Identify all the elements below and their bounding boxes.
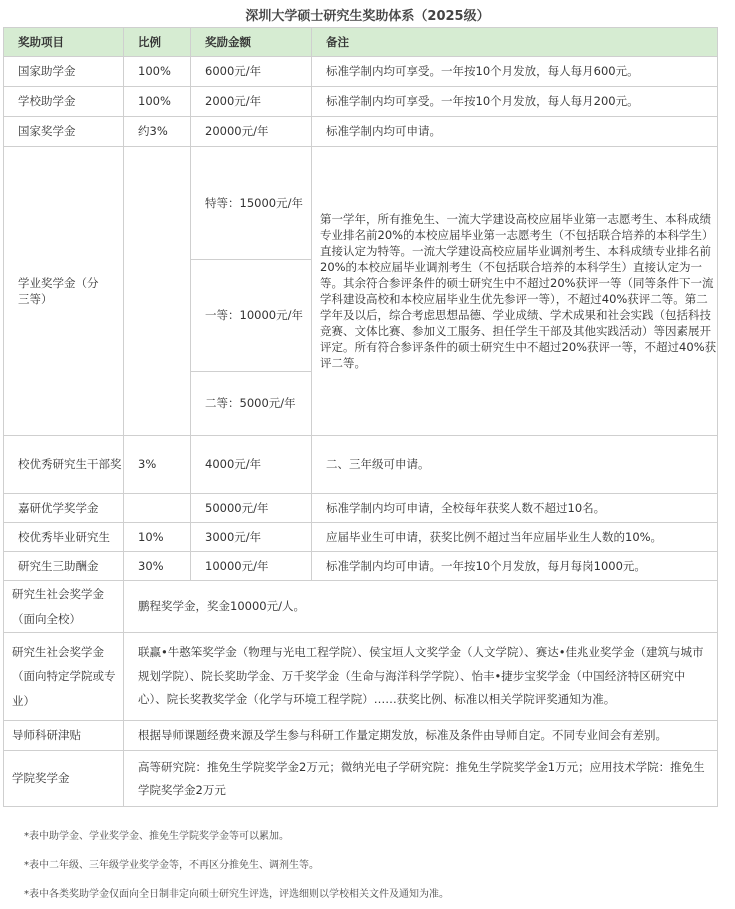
- academic-ratio: [124, 147, 191, 436]
- header-note: 备注: [312, 28, 718, 57]
- header-amount: 奖励金额: [191, 28, 312, 57]
- row-name: 国家助学金: [4, 57, 124, 87]
- row-ratio: 100%: [124, 87, 191, 117]
- table-row: [4, 436, 718, 494]
- row-ratio: 3%: [124, 436, 191, 494]
- row-ratio: 10%: [124, 523, 191, 552]
- row-name: 校优秀研究生干部奖: [4, 436, 124, 494]
- row-amount: 6000元/年: [191, 57, 312, 87]
- row-note: 标准学制内均可申请。一年按10个月发放，每月每岗1000元。: [312, 552, 718, 581]
- table-row: [4, 117, 718, 147]
- footnotes: [24, 822, 724, 909]
- row-ratio: 100%: [124, 57, 191, 87]
- wide-note: 联赢•牛憨笨奖学金（物理与光电工程学院）、侯宝垣人文奖学金（人文学院）、赛达•佳兆业奖学金（建筑与城市规划学院）、院长奖助学金、万千奖学金（生命与海洋科学学院）、怡丰•捷步宝奖学金（中国经济特区研究中心）、院长奖教奖学金（化学与环境工程学院）……获奖比例、标准以相关学院评奖通知为准。: [124, 633, 718, 721]
- header-ratio: 比例: [124, 28, 191, 57]
- wide-name: 研究生社会奖学金（面向全校）: [4, 581, 124, 633]
- footnote: *表中二年级、三年级学业奖学金等，不再区分推免生、调剂生等。: [24, 860, 319, 871]
- academic-note: 第一学年，所有推免生、一流大学建设高校应届毕业第一志愿考生、本科成绩专业排名前20%的本校应届毕业第一志愿考生（不包括联合培养的本科学生）直接认定为特等。一流大学建设高校应届毕业调剂考生、本科成绩专业排名前20%的本校应届毕业调剂考生（不包括联合培养的本科学生）直接认定为一等。其余符合参评条件的硕士研究生中不超过20%获评一等（同等条件下一流学科建设高校和本校应届毕业生优先参评一等），不超过40%获评二等。第二学年及以后，综合考虑思想品德、学业成绩、学术成果和社会实践（包括科技竞赛、文体比赛、参加义工服务、担任学生干部及其他实践活动）等因素展开评定。所有符合参评条件的硕士研究生中不超过20%获评一等，不超过40%获评二等。: [312, 147, 718, 436]
- row-note: 标准学制内均可享受。一年按10个月发放，每人每月600元。: [312, 57, 718, 87]
- table-row-wide: [4, 633, 718, 721]
- row-amount: 50000元/年: [191, 494, 312, 523]
- table-row: [4, 57, 718, 87]
- row-name: 校优秀毕业研究生: [4, 523, 124, 552]
- row-note: 二、三年级可申请。: [312, 436, 718, 494]
- academic-name: 学业奖学金（分三等）: [4, 147, 124, 436]
- footnote: *表中助学金、学业奖学金、推免生学院奖学金等可以累加。: [24, 831, 289, 842]
- row-note: 标准学制内均可申请，全校每年获奖人数不超过10名。: [312, 494, 718, 523]
- academic-tier-first: 一等：10000元/年: [191, 260, 312, 372]
- wide-note: 高等研究院：推免生学院奖学金2万元；微纳光电子学研究院：推免生学院奖学金1万元；应用技术学院：推免生学院奖学金2万元: [124, 751, 718, 807]
- row-ratio: 30%: [124, 552, 191, 581]
- footnote: *表中各类奖助学金仅面向全日制非定向硕士研究生评选，评选细则以学校相关文件及通知为准。: [24, 889, 449, 900]
- table-row: [4, 552, 718, 581]
- scholarship-table: [3, 27, 718, 807]
- wide-name: 导师科研津贴: [4, 721, 124, 751]
- wide-note: 鹏程奖学金，奖金10000元/人。: [124, 581, 718, 633]
- academic-tier-special: 特等：15000元/年: [191, 147, 312, 260]
- header-item: 奖助项目: [4, 28, 124, 57]
- academic-tier-second: 二等：5000元/年: [191, 372, 312, 436]
- row-amount: 3000元/年: [191, 523, 312, 552]
- row-ratio: [124, 494, 191, 523]
- wide-note: 根据导师课题经费来源及学生参与科研工作量定期发放，标准及条件由导师自定。不同专业间会有差别。: [124, 721, 718, 751]
- row-name: 国家奖学金: [4, 117, 124, 147]
- table-row: [4, 87, 718, 117]
- wide-name: 研究生社会奖学金（面向特定学院或专业）: [4, 633, 124, 721]
- table-row-academic: [4, 147, 718, 260]
- row-amount: 20000元/年: [191, 117, 312, 147]
- row-amount: 2000元/年: [191, 87, 312, 117]
- row-amount: 10000元/年: [191, 552, 312, 581]
- row-ratio: 约3%: [124, 117, 191, 147]
- table-row-wide: [4, 751, 718, 807]
- row-name: 学校助学金: [4, 87, 124, 117]
- row-note: 应届毕业生可申请，获奖比例不超过当年应届毕业生人数的10%。: [312, 523, 718, 552]
- row-name: 嘉研优学奖学金: [4, 494, 124, 523]
- table-row-wide: [4, 721, 718, 751]
- row-name: 研究生三助酬金: [4, 552, 124, 581]
- row-note: 标准学制内均可申请。: [312, 117, 718, 147]
- page-title: 深圳大学硕士研究生奖助体系（2025级）: [245, 9, 490, 24]
- table-header-row: [4, 28, 718, 57]
- row-amount: 4000元/年: [191, 436, 312, 494]
- table-row-wide: [4, 581, 718, 633]
- wide-name: 学院奖学金: [4, 751, 124, 807]
- table-row: [4, 494, 718, 523]
- row-note: 标准学制内均可享受。一年按10个月发放，每人每月200元。: [312, 87, 718, 117]
- table-row: [4, 523, 718, 552]
